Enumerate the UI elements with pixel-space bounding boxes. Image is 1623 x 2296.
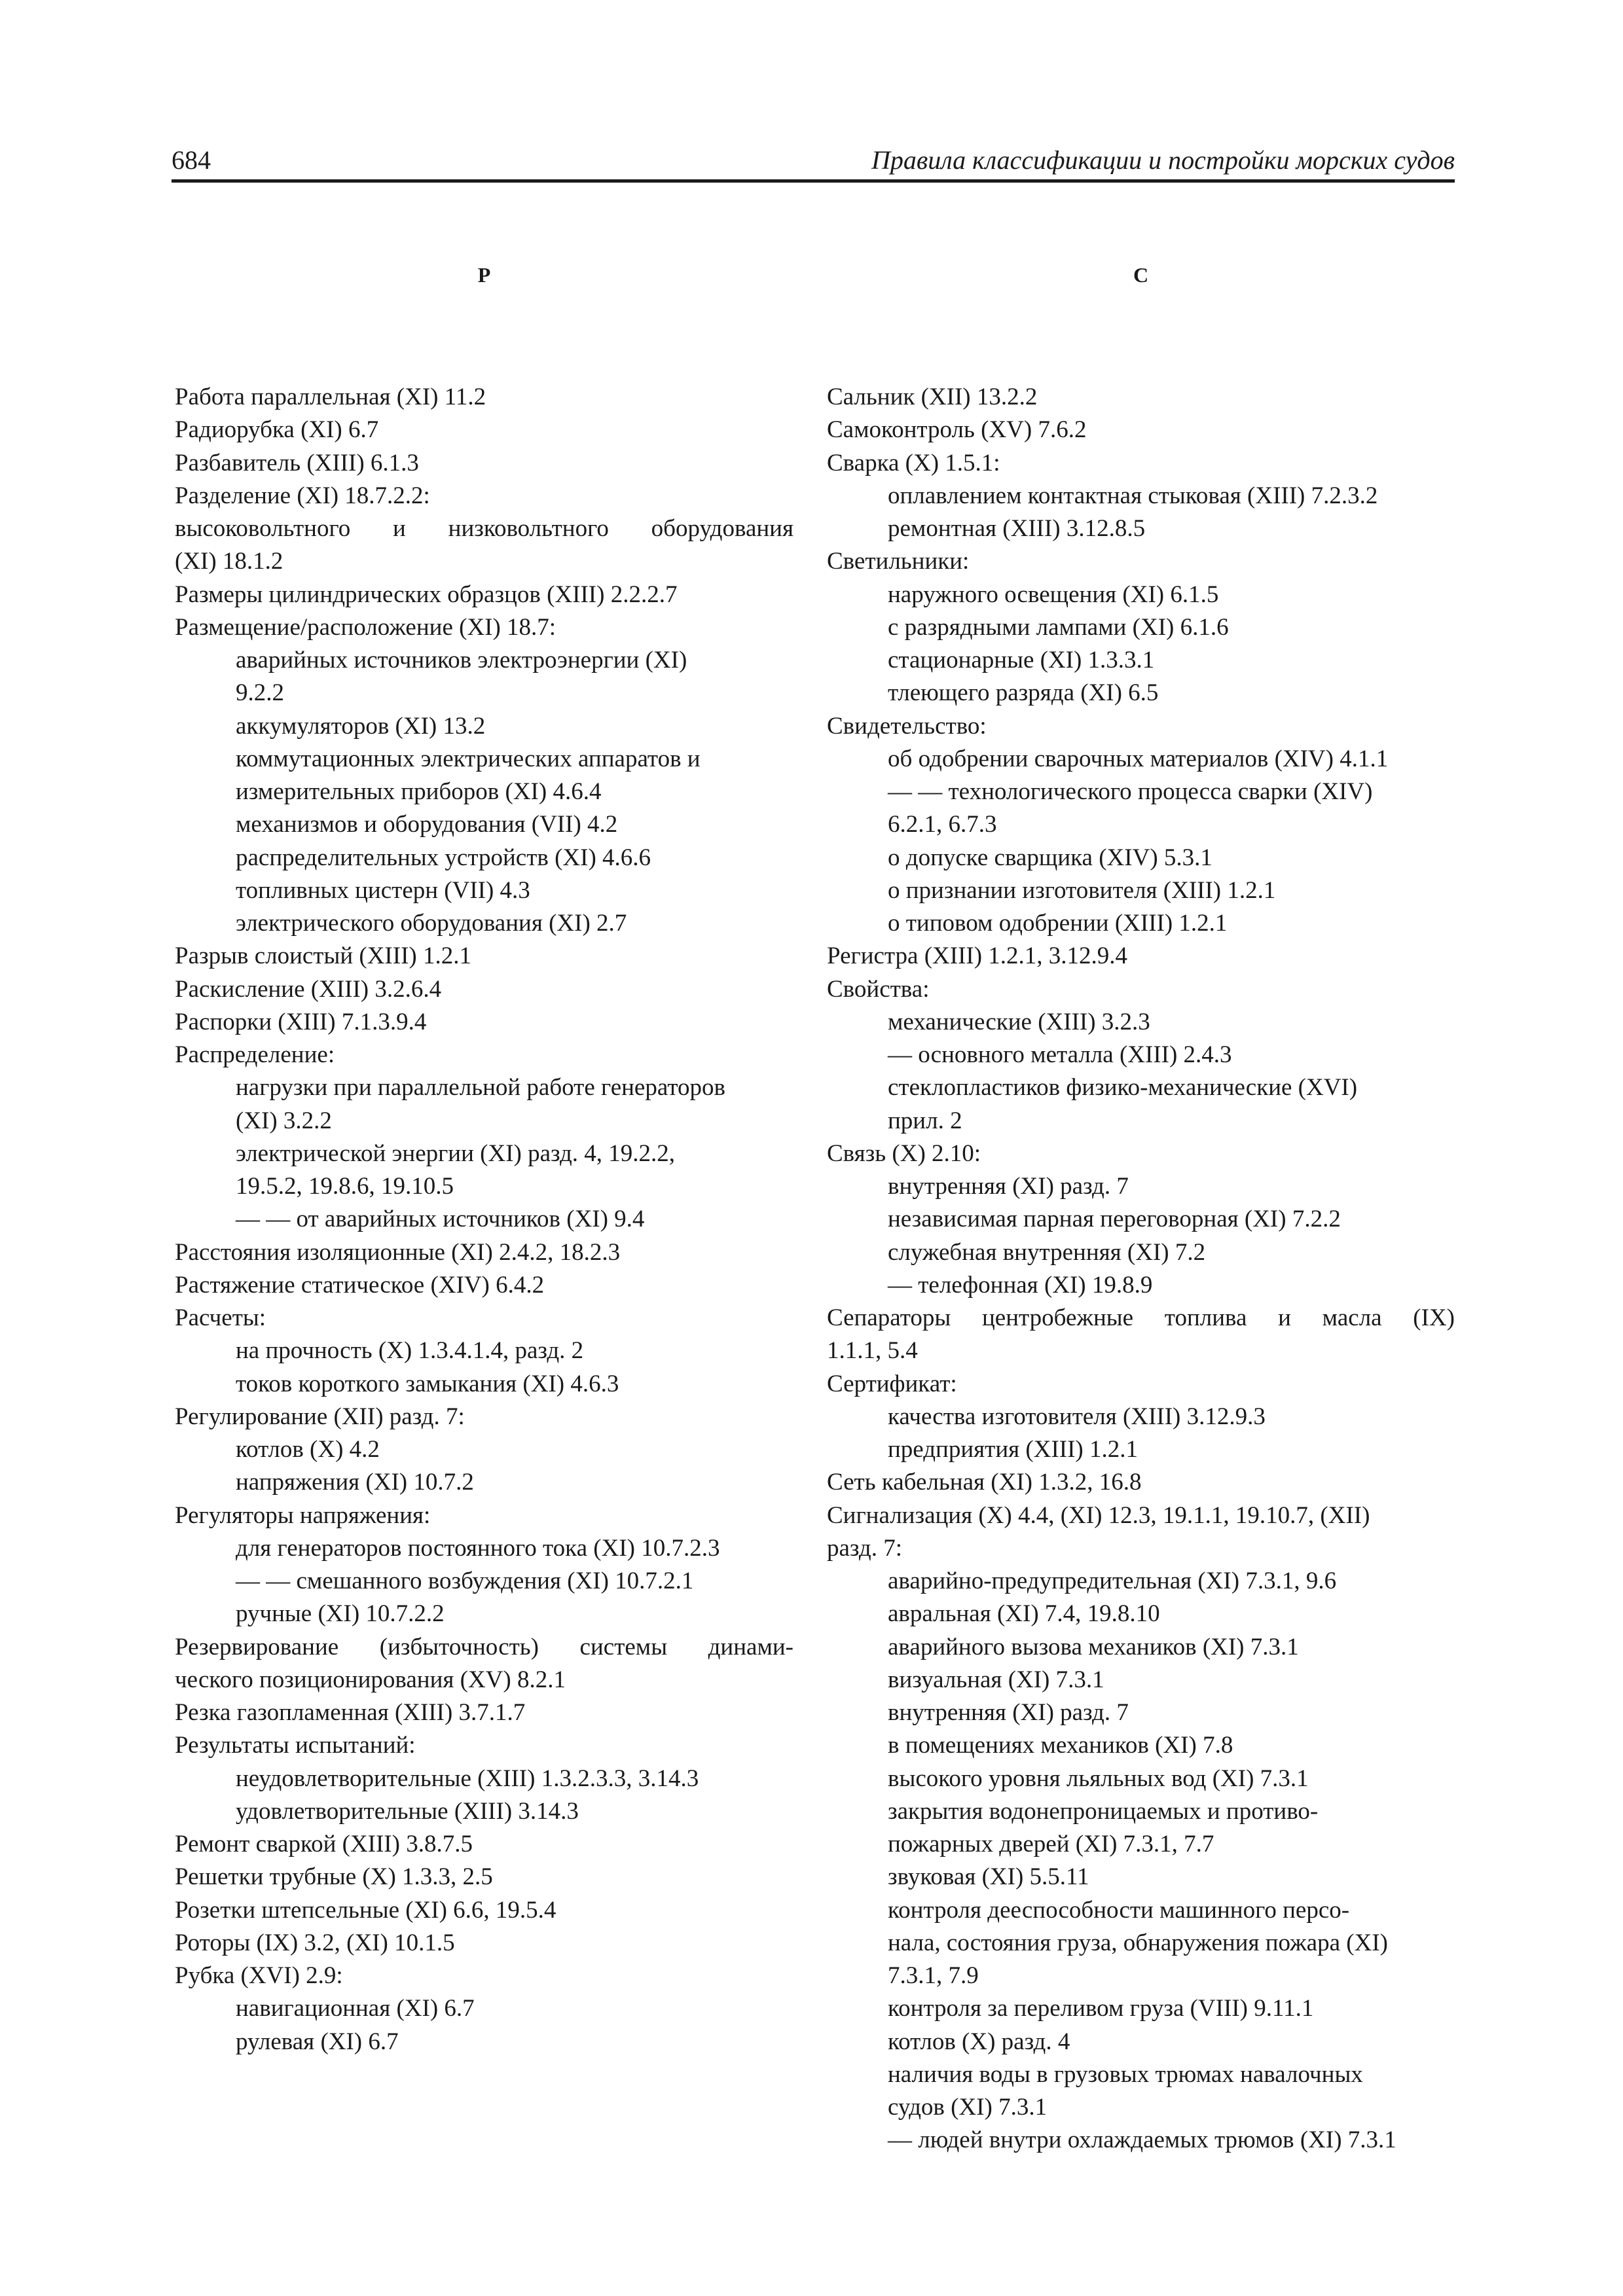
index-subentry: аккумуляторов (XI) 13.2 bbox=[236, 712, 486, 740]
index-subentry: аварийного вызова механиков (XI) 7.3.1 bbox=[888, 1633, 1299, 1660]
index-entry: (XI) 18.1.2 bbox=[175, 548, 283, 575]
running-header bbox=[172, 145, 1455, 183]
index-subentry: стационарные (XI) 1.3.3.1 bbox=[888, 647, 1155, 673]
index-subentry: о признании изготовителя (XIII) 1.2.1 bbox=[888, 876, 1276, 904]
index-entry: Сертификат: bbox=[827, 1370, 957, 1397]
index-subentry: звуковая (XI) 5.5.11 bbox=[888, 1863, 1089, 1891]
index-entry: Регулирование (XII) разд. 7: bbox=[175, 1403, 465, 1430]
index-entry: Сварка (X) 1.5.1: bbox=[827, 449, 1000, 476]
index-subentry: неудовлетворительные (XIII) 1.3.2.3.3, 3.14.3 bbox=[236, 1765, 699, 1792]
index-subentry: — людей внутри охлаждаемых трюмов (XI) 7.3.1 bbox=[888, 2126, 1396, 2154]
index-entry: Свидетельство: bbox=[827, 712, 987, 740]
index-subentry: — основного металла (XIII) 2.4.3 bbox=[888, 1041, 1232, 1068]
index-subentry: 9.2.2 bbox=[236, 679, 284, 707]
index-subentry: удовлетворительные (XIII) 3.14.3 bbox=[236, 1797, 579, 1825]
index-subentry: судов (XI) 7.3.1 bbox=[888, 2094, 1048, 2121]
index-subentry: служебная внутренняя (XI) 7.2 bbox=[888, 1238, 1206, 1266]
index-subentry: наружного освещения (XI) 6.1.5 bbox=[888, 581, 1219, 608]
index-entry: Сальник (XII) 13.2.2 bbox=[827, 384, 1038, 410]
index-subentry: котлов (X) 4.2 bbox=[236, 1436, 380, 1463]
index-entry: Расстояния изоляционные (XI) 2.4.2, 18.2.3 bbox=[175, 1238, 621, 1266]
index-entry: Сеть кабельная (XI) 1.3.2, 16.8 bbox=[827, 1469, 1142, 1496]
index-entry: Сепараторы центробежные топлива и масла (IX) bbox=[827, 1304, 1455, 1331]
index-entry: Самоконтроль (XV) 7.6.2 bbox=[827, 416, 1087, 444]
index-subentry: (XI) 3.2.2 bbox=[236, 1107, 332, 1134]
index-subentry: прил. 2 bbox=[888, 1107, 962, 1134]
index-column-right bbox=[827, 262, 1455, 2157]
index-subentry: для генераторов постоянного тока (XI) 10.7.2.3 bbox=[236, 1534, 720, 1562]
index-subentry: токов короткого замыкания (XI) 4.6.3 bbox=[236, 1370, 619, 1397]
index-subentry: наличия воды в грузовых трюмах навалочных bbox=[888, 2060, 1363, 2088]
index-subentry: визуальная (XI) 7.3.1 bbox=[888, 1666, 1104, 1693]
index-entry: Резка газопламенная (XIII) 3.7.1.7 bbox=[175, 1699, 526, 1726]
index-subentry: измерительных приборов (XI) 4.6.4 bbox=[236, 778, 602, 805]
index-subentry: напряжения (XI) 10.7.2 bbox=[236, 1469, 474, 1496]
index-entry: Регистра (XIII) 1.2.1, 3.12.9.4 bbox=[827, 942, 1128, 970]
index-subentry: независимая парная переговорная (XI) 7.2.2 bbox=[888, 1206, 1341, 1233]
index-entries bbox=[827, 381, 1455, 2157]
index-entry: Результаты испытаний: bbox=[175, 1732, 416, 1759]
index-entry: Работа параллельная (XI) 11.2 bbox=[175, 384, 486, 410]
index-subentry: контроля дееспособности машинного персо- bbox=[888, 1896, 1350, 1924]
index-subentry: стеклопластиков физико-механические (XVI) bbox=[888, 1074, 1358, 1102]
index-subentry: топливных цистерн (VII) 4.3 bbox=[236, 876, 530, 904]
index-entries bbox=[175, 381, 793, 2058]
index-subentry: предприятия (XIII) 1.2.1 bbox=[888, 1436, 1138, 1463]
index-subentry: нала, состояния груза, обнаружения пожара (XI) bbox=[888, 1929, 1388, 1956]
index-entry: Резервирование (избыточность) системы динами- bbox=[175, 1633, 793, 1660]
index-subentry: нагрузки при параллельной работе генераторов bbox=[236, 1074, 725, 1102]
index-subentry: — — от аварийных источников (XI) 9.4 bbox=[236, 1206, 645, 1233]
index-subentry: электрического оборудования (XI) 2.7 bbox=[236, 910, 627, 937]
index-subentry: 6.2.1, 6.7.3 bbox=[888, 811, 997, 838]
index-entry: Решетки трубные (X) 1.3.3, 2.5 bbox=[175, 1863, 493, 1891]
index-subentry: аварийно-предупредительная (XI) 7.3.1, 9.6 bbox=[888, 1568, 1337, 1594]
index-subentry: контроля за переливом груза (VIII) 9.11.1 bbox=[888, 1995, 1314, 2022]
index-subentry: об одобрении сварочных материалов (XIV) 4.1.1 bbox=[888, 745, 1389, 772]
section-letter: Р bbox=[477, 263, 491, 287]
index-subentry: авральная (XI) 7.4, 19.8.10 bbox=[888, 1600, 1160, 1628]
running-title: Правила классификации и постройки морских судов bbox=[871, 145, 1455, 175]
index-entry: Роторы (IX) 3.2, (XI) 10.1.5 bbox=[175, 1929, 455, 1956]
index-subentry: котлов (X) разд. 4 bbox=[888, 2028, 1070, 2055]
index-subentry: ремонтная (XIII) 3.12.8.5 bbox=[888, 515, 1146, 542]
section-letter: С bbox=[1133, 263, 1149, 287]
index-entry: Раскисление (XIII) 3.2.6.4 bbox=[175, 975, 442, 1003]
index-subentry: о допуске сварщика (XIV) 5.3.1 bbox=[888, 844, 1213, 871]
index-subentry: ручные (XI) 10.7.2.2 bbox=[236, 1600, 445, 1628]
index-entry: ческого позиционирования (XV) 8.2.1 bbox=[175, 1666, 566, 1693]
index-subentry: тлеющего разряда (XI) 6.5 bbox=[888, 679, 1159, 707]
index-subentry: распределительных устройств (XI) 4.6.6 bbox=[236, 844, 651, 871]
index-subentry: механизмов и оборудования (VII) 4.2 bbox=[236, 811, 618, 838]
index-subentry: — — технологического процесса сварки (XIV) bbox=[888, 778, 1373, 805]
index-entry: Регуляторы напряжения: bbox=[175, 1501, 431, 1529]
index-entry: Радиорубка (XI) 6.7 bbox=[175, 416, 379, 444]
index-entry: Розетки штепсельные (XI) 6.6, 19.5.4 bbox=[175, 1896, 556, 1924]
index-entry: Светильники: bbox=[827, 548, 970, 575]
index-entry: Связь (X) 2.10: bbox=[827, 1139, 981, 1167]
index-subentry: навигационная (XI) 6.7 bbox=[236, 1995, 475, 2022]
index-subentry: высокого уровня льяльных вод (XI) 7.3.1 bbox=[888, 1765, 1309, 1792]
index-entry: высоковольтного и низковольтного оборудования bbox=[175, 515, 793, 542]
index-subentry: внутренняя (XI) разд. 7 bbox=[888, 1173, 1129, 1200]
index-subentry: 19.5.2, 19.8.6, 19.10.5 bbox=[236, 1173, 454, 1200]
index-entry: Растяжение статическое (XIV) 6.4.2 bbox=[175, 1271, 545, 1299]
index-entry: Распределение: bbox=[175, 1041, 335, 1068]
index-subentry: с разрядными лампами (XI) 6.1.6 bbox=[888, 613, 1229, 641]
index-entry: Разрыв слоистый (XIII) 1.2.1 bbox=[175, 942, 471, 970]
index-entry: Размеры цилиндрических образцов (XIII) 2.2.2.7 bbox=[175, 581, 678, 608]
index-entry: разд. 7: bbox=[827, 1534, 902, 1562]
index-subentry: аварийных источников электроэнергии (XI) bbox=[236, 647, 687, 673]
index-entry: Расчеты: bbox=[175, 1304, 266, 1331]
index-entry: Разбавитель (XIII) 6.1.3 bbox=[175, 449, 419, 476]
index-entry: Разделение (XI) 18.7.2.2: bbox=[175, 482, 430, 509]
index-subentry: коммутационных электрических аппаратов и bbox=[236, 745, 701, 772]
index-subentry: внутренняя (XI) разд. 7 bbox=[888, 1699, 1129, 1726]
index-subentry: пожарных дверей (XI) 7.3.1, 7.7 bbox=[888, 1831, 1214, 1857]
index-entry: Свойства: bbox=[827, 975, 930, 1003]
index-subentry: — телефонная (XI) 19.8.9 bbox=[888, 1271, 1153, 1299]
index-entry: Рубка (XVI) 2.9: bbox=[175, 1962, 343, 1989]
index-subentry: 7.3.1, 7.9 bbox=[888, 1962, 979, 1989]
index-subentry: закрытия водонепроницаемых и противо- bbox=[888, 1797, 1319, 1825]
index-subentry: рулевая (XI) 6.7 bbox=[236, 2028, 399, 2055]
index-entry: Размещение/расположение (XI) 18.7: bbox=[175, 613, 556, 641]
index-subentry: электрической энергии (XI) разд. 4, 19.2.2, bbox=[236, 1139, 676, 1167]
index-entry: Сигнализация (X) 4.4, (XI) 12.3, 19.1.1, 19.10.7, (XII) bbox=[827, 1501, 1370, 1529]
index-subentry: в помещениях механиков (XI) 7.8 bbox=[888, 1732, 1233, 1759]
index-subentry: качества изготовителя (XIII) 3.12.9.3 bbox=[888, 1403, 1266, 1430]
index-entry: 1.1.1, 5.4 bbox=[827, 1337, 918, 1365]
page-number: 684 bbox=[172, 145, 211, 175]
index-entry: Ремонт сваркой (XIII) 3.8.7.5 bbox=[175, 1831, 473, 1857]
index-subentry: на прочность (X) 1.3.4.1.4, разд. 2 bbox=[236, 1337, 584, 1365]
index-entry: Распорки (XIII) 7.1.3.9.4 bbox=[175, 1008, 427, 1035]
index-column-left bbox=[175, 262, 793, 2058]
index-subentry: механические (XIII) 3.2.3 bbox=[888, 1008, 1150, 1035]
index-subentry: — — смешанного возбуждения (XI) 10.7.2.1 bbox=[236, 1568, 694, 1594]
index-subentry: оплавлением контактная стыковая (XIII) 7.2.3.2 bbox=[888, 482, 1378, 509]
index-subentry: о типовом одобрении (XIII) 1.2.1 bbox=[888, 910, 1228, 937]
